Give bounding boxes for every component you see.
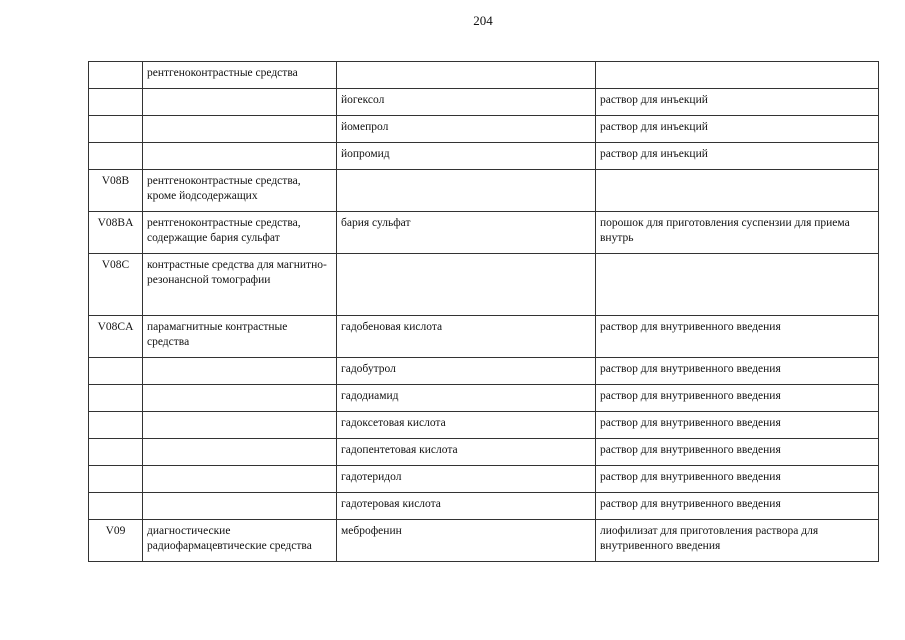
atc-code-cell: V08B bbox=[89, 170, 143, 212]
group-name-cell: контрастные средства для магнитно-резонансной томографии bbox=[143, 254, 337, 316]
atc-code-cell bbox=[89, 439, 143, 466]
substance-cell: гадобутрол bbox=[337, 358, 596, 385]
group-name-cell bbox=[143, 412, 337, 439]
table-row bbox=[89, 466, 879, 493]
group-name-cell bbox=[143, 358, 337, 385]
group-name-cell bbox=[143, 466, 337, 493]
atc-code-cell bbox=[89, 385, 143, 412]
drug-classification-table bbox=[88, 61, 879, 562]
substance-cell: меброфенин bbox=[337, 520, 596, 562]
dosage-form-cell bbox=[596, 62, 879, 89]
dosage-form-cell: раствор для внутривенного введения bbox=[596, 466, 879, 493]
atc-code-cell: V08CA bbox=[89, 316, 143, 358]
atc-code-cell: V08BA bbox=[89, 212, 143, 254]
group-name-cell bbox=[143, 89, 337, 116]
atc-code-cell bbox=[89, 62, 143, 89]
atc-code-cell bbox=[89, 493, 143, 520]
substance-cell bbox=[337, 254, 596, 316]
group-name-cell: парамагнитные контрастные средства bbox=[143, 316, 337, 358]
table-row bbox=[89, 493, 879, 520]
dosage-form-cell bbox=[596, 254, 879, 316]
atc-code-cell: V09 bbox=[89, 520, 143, 562]
table-row bbox=[89, 316, 879, 358]
table-row bbox=[89, 170, 879, 212]
table-row bbox=[89, 385, 879, 412]
substance-cell: гадобеновая кислота bbox=[337, 316, 596, 358]
substance-cell: бария сульфат bbox=[337, 212, 596, 254]
group-name-cell bbox=[143, 385, 337, 412]
page-number: 204 bbox=[473, 13, 493, 28]
table-row bbox=[89, 116, 879, 143]
atc-code-cell bbox=[89, 89, 143, 116]
substance-cell: гадотеридол bbox=[337, 466, 596, 493]
group-name-cell bbox=[143, 143, 337, 170]
dosage-form-cell: раствор для внутривенного введения bbox=[596, 439, 879, 466]
substance-cell: гадопентетовая кислота bbox=[337, 439, 596, 466]
atc-code-cell bbox=[89, 143, 143, 170]
dosage-form-cell: раствор для внутривенного введения bbox=[596, 316, 879, 358]
atc-code-cell bbox=[89, 412, 143, 439]
group-name-cell: рентгеноконтрастные средства, кроме йодсодержащих bbox=[143, 170, 337, 212]
substance-cell: гадоксетовая кислота bbox=[337, 412, 596, 439]
table-row bbox=[89, 412, 879, 439]
substance-cell: гадотеровая кислота bbox=[337, 493, 596, 520]
atc-code-cell: V08C bbox=[89, 254, 143, 316]
table-row bbox=[89, 358, 879, 385]
atc-code-cell bbox=[89, 116, 143, 143]
dosage-form-cell: раствор для внутривенного введения bbox=[596, 493, 879, 520]
substance-cell: йогексол bbox=[337, 89, 596, 116]
dosage-form-cell: раствор для внутривенного введения bbox=[596, 358, 879, 385]
substance-cell: йопромид bbox=[337, 143, 596, 170]
table-row bbox=[89, 520, 879, 562]
dosage-form-cell bbox=[596, 170, 879, 212]
group-name-cell: диагностические радиофармацевтические средства bbox=[143, 520, 337, 562]
substance-cell bbox=[337, 170, 596, 212]
dosage-form-cell: раствор для внутривенного введения bbox=[596, 412, 879, 439]
group-name-cell: рентгеноконтрастные средства, содержащие бария сульфат bbox=[143, 212, 337, 254]
dosage-form-cell: раствор для инъекций bbox=[596, 89, 879, 116]
atc-code-cell bbox=[89, 358, 143, 385]
substance-cell bbox=[337, 62, 596, 89]
dosage-form-cell: раствор для внутривенного введения bbox=[596, 385, 879, 412]
group-name-cell bbox=[143, 493, 337, 520]
table-row bbox=[89, 143, 879, 170]
table-row bbox=[89, 254, 879, 316]
table-row bbox=[89, 212, 879, 254]
substance-cell: гадодиамид bbox=[337, 385, 596, 412]
dosage-form-cell: раствор для инъекций bbox=[596, 116, 879, 143]
group-name-cell: рентгеноконтрастные средства bbox=[143, 62, 337, 89]
dosage-form-cell: раствор для инъекций bbox=[596, 143, 879, 170]
dosage-form-cell: порошок для приготовления суспензии для приема внутрь bbox=[596, 212, 879, 254]
atc-code-cell bbox=[89, 466, 143, 493]
dosage-form-cell: лиофилизат для приготовления раствора для внутривенного введения bbox=[596, 520, 879, 562]
table-row bbox=[89, 439, 879, 466]
table-row bbox=[89, 89, 879, 116]
substance-cell: йомепрол bbox=[337, 116, 596, 143]
group-name-cell bbox=[143, 116, 337, 143]
table-row bbox=[89, 62, 879, 89]
group-name-cell bbox=[143, 439, 337, 466]
